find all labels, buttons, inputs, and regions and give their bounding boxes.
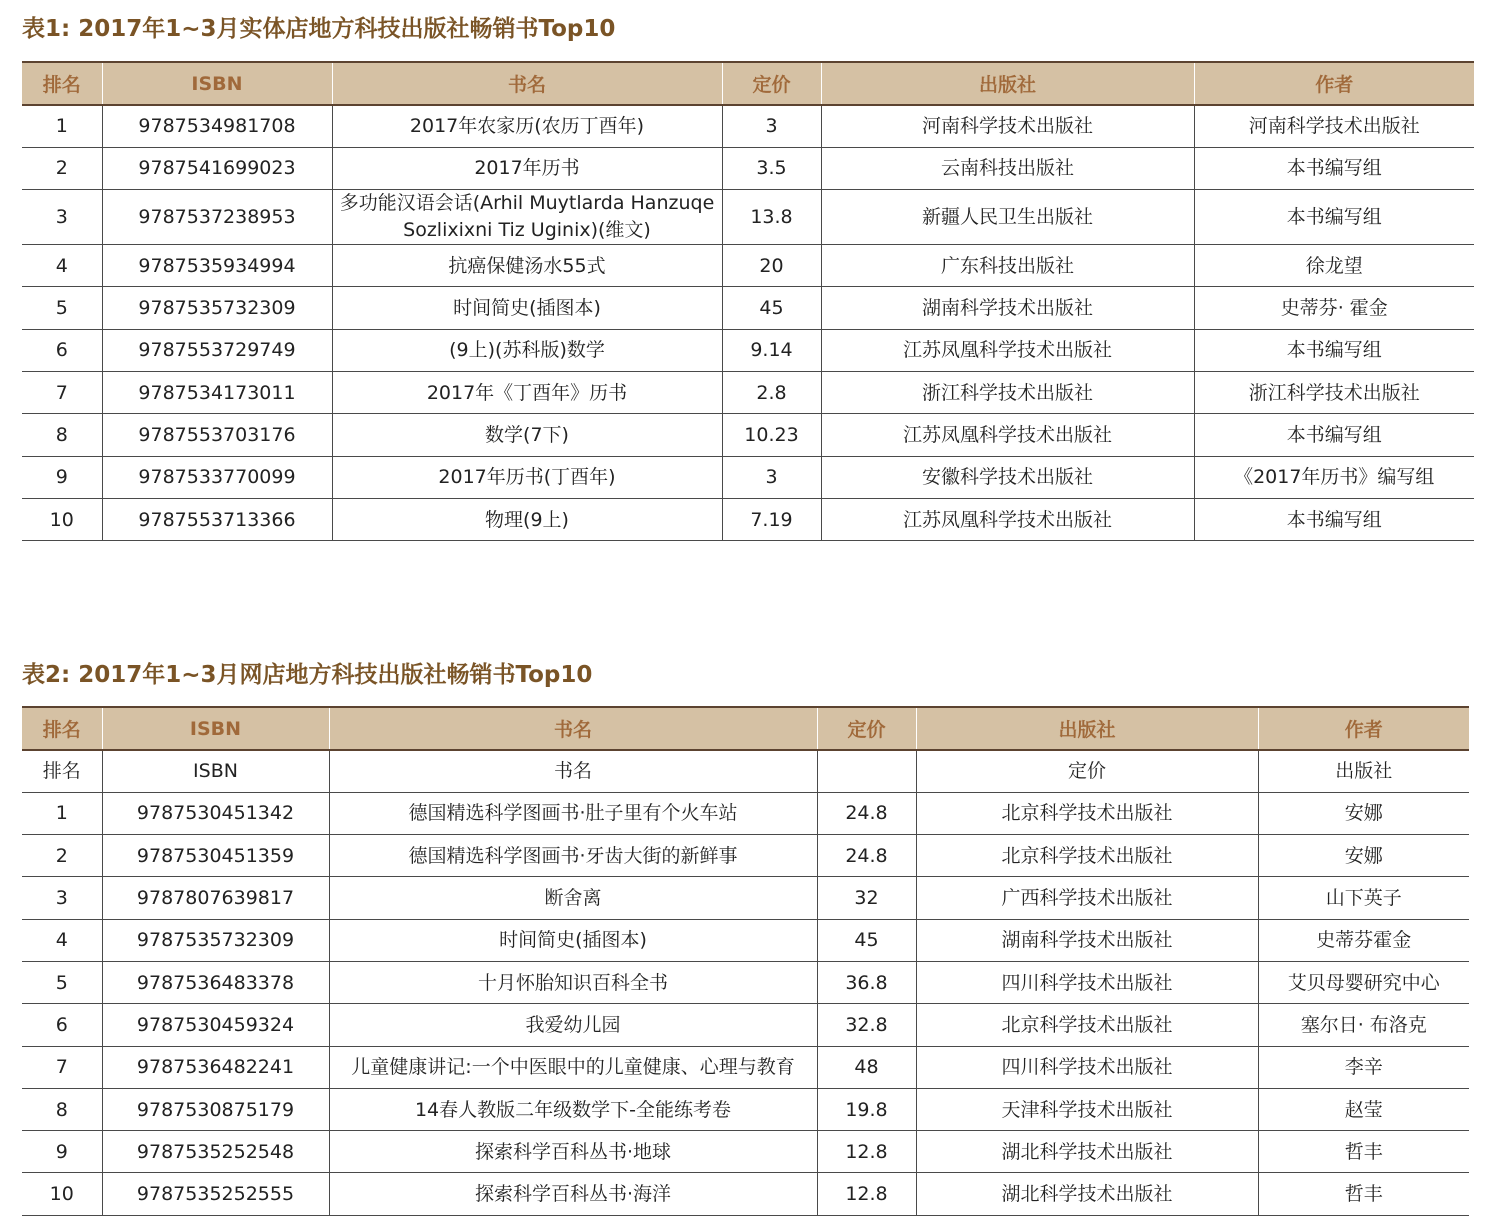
author-cell: 哲丰 — [1258, 1173, 1469, 1215]
table-row — [22, 835, 1469, 877]
rank-cell: 3 — [22, 190, 102, 245]
table-row — [22, 961, 1469, 1003]
rank-cell: 5 — [22, 961, 102, 1003]
table-row — [22, 1131, 1469, 1173]
price-cell: 9.14 — [722, 329, 821, 371]
book-title-cell: 抗癌保健汤水55式 — [332, 245, 722, 287]
table1-header-isbn: ISBN — [102, 62, 332, 105]
isbn-cell: 9787535252555 — [102, 1173, 329, 1215]
isbn-cell: 9787536482241 — [102, 1046, 329, 1088]
price-cell: 12.8 — [817, 1173, 916, 1215]
price-cell: 32 — [817, 877, 916, 919]
table-row — [22, 1004, 1469, 1046]
publisher-cell: 北京科学技术出版社 — [916, 1004, 1258, 1046]
author-cell: 史蒂芬· 霍金 — [1194, 287, 1474, 329]
isbn-cell: 9787535732309 — [102, 287, 332, 329]
book-title-cell: 2017年历书 — [332, 147, 722, 189]
table1-header-author: 作者 — [1194, 62, 1474, 105]
isbn-cell: 9787553713366 — [102, 498, 332, 540]
rank-cell: 7 — [22, 1046, 102, 1088]
rank-cell: 7 — [22, 371, 102, 413]
rank-cell: 5 — [22, 287, 102, 329]
rank-cell: 10 — [22, 498, 102, 540]
rank-cell: 6 — [22, 329, 102, 371]
author-cell: 本书编写组 — [1194, 329, 1474, 371]
book-title-cell: (9上)(苏科版)数学 — [332, 329, 722, 371]
author-cell: 李辛 — [1258, 1046, 1469, 1088]
price-cell — [817, 750, 916, 792]
rank-cell: 9 — [22, 1131, 102, 1173]
table-row — [22, 329, 1474, 371]
table1 — [22, 61, 1474, 541]
isbn-cell: 9787536483378 — [102, 961, 329, 1003]
price-cell: 3 — [722, 105, 821, 147]
rank-cell: 1 — [22, 792, 102, 834]
table-row — [22, 1088, 1469, 1130]
isbn-cell: 9787530451342 — [102, 792, 329, 834]
book-title-cell: 多功能汉语会话(Arhil Muytlarda Hanzuqe Sozlixixni Tiz Uginix)(维文) — [332, 190, 722, 245]
publisher-cell: 天津科学技术出版社 — [916, 1088, 1258, 1130]
price-cell: 3 — [722, 456, 821, 498]
book-title-cell: 德国精选科学图画书·牙齿大街的新鲜事 — [329, 835, 817, 877]
publisher-cell: 广东科技出版社 — [821, 245, 1194, 287]
price-cell: 20 — [722, 245, 821, 287]
isbn-cell: 9787534981708 — [102, 105, 332, 147]
publisher-cell: 广西科学技术出版社 — [916, 877, 1258, 919]
table1-header-row — [22, 62, 1474, 105]
table2-header-title: 书名 — [329, 707, 817, 750]
author-cell: 本书编写组 — [1194, 147, 1474, 189]
table-row — [22, 877, 1469, 919]
publisher-cell: 新疆人民卫生出版社 — [821, 190, 1194, 245]
author-cell: 赵莹 — [1258, 1088, 1469, 1130]
publisher-cell: 湖北科学技术出版社 — [916, 1131, 1258, 1173]
isbn-cell: 9787535934994 — [102, 245, 332, 287]
author-cell: 本书编写组 — [1194, 498, 1474, 540]
table-row — [22, 287, 1474, 329]
author-cell: 艾贝母婴研究中心 — [1258, 961, 1469, 1003]
author-cell: 河南科学技术出版社 — [1194, 105, 1474, 147]
publisher-cell: 湖北科学技术出版社 — [916, 1173, 1258, 1215]
price-cell: 45 — [817, 919, 916, 961]
price-cell: 32.8 — [817, 1004, 916, 1046]
price-cell: 13.8 — [722, 190, 821, 245]
isbn-cell: 9787535252548 — [102, 1131, 329, 1173]
price-cell: 45 — [722, 287, 821, 329]
book-title-cell: 2017年农家历(农历丁酉年) — [332, 105, 722, 147]
book-title-cell: 探索科学百科丛书·地球 — [329, 1131, 817, 1173]
price-cell: 24.8 — [817, 835, 916, 877]
author-cell: 安娜 — [1258, 792, 1469, 834]
book-title-cell: 物理(9上) — [332, 498, 722, 540]
isbn-cell: 9787541699023 — [102, 147, 332, 189]
isbn-cell: 9787530451359 — [102, 835, 329, 877]
rank-cell: 4 — [22, 245, 102, 287]
author-cell: 山下英子 — [1258, 877, 1469, 919]
table-row — [22, 456, 1474, 498]
table-row — [22, 1046, 1469, 1088]
table2-header-price: 定价 — [817, 707, 916, 750]
publisher-cell: 北京科学技术出版社 — [916, 792, 1258, 834]
isbn-cell: 9787534173011 — [102, 371, 332, 413]
book-title-cell: 2017年《丁酉年》历书 — [332, 371, 722, 413]
book-title-cell: 书名 — [329, 750, 817, 792]
rank-cell: 8 — [22, 1088, 102, 1130]
price-cell: 10.23 — [722, 414, 821, 456]
publisher-cell: 江苏凤凰科学技术出版社 — [821, 414, 1194, 456]
isbn-cell: 9787553729749 — [102, 329, 332, 371]
rank-cell: 1 — [22, 105, 102, 147]
author-cell: 本书编写组 — [1194, 414, 1474, 456]
book-title-cell: 时间简史(插图本) — [329, 919, 817, 961]
table2-header-isbn: ISBN — [102, 707, 329, 750]
publisher-cell: 北京科学技术出版社 — [916, 835, 1258, 877]
publisher-cell: 湖南科学技术出版社 — [916, 919, 1258, 961]
book-title-cell: 14春人教版二年级数学下-全能练考卷 — [329, 1088, 817, 1130]
price-cell: 24.8 — [817, 792, 916, 834]
rank-cell: 10 — [22, 1173, 102, 1215]
table-row — [22, 750, 1469, 792]
table2-header-row — [22, 707, 1469, 750]
price-cell: 12.8 — [817, 1131, 916, 1173]
isbn-cell: 9787535732309 — [102, 919, 329, 961]
publisher-cell: 江苏凤凰科学技术出版社 — [821, 498, 1194, 540]
table-row — [22, 414, 1474, 456]
table1-header-price: 定价 — [722, 62, 821, 105]
publisher-cell: 四川科学技术出版社 — [916, 1046, 1258, 1088]
table2-header-publisher: 出版社 — [916, 707, 1258, 750]
table-row — [22, 105, 1474, 147]
price-cell: 48 — [817, 1046, 916, 1088]
book-title-cell: 数学(7下) — [332, 414, 722, 456]
publisher-cell: 四川科学技术出版社 — [916, 961, 1258, 1003]
isbn-cell: 9787530875179 — [102, 1088, 329, 1130]
table-row — [22, 1173, 1469, 1215]
author-cell: 安娜 — [1258, 835, 1469, 877]
table1-header-title: 书名 — [332, 62, 722, 105]
author-cell: 《2017年历书》编写组 — [1194, 456, 1474, 498]
rank-cell: 9 — [22, 456, 102, 498]
publisher-cell: 河南科学技术出版社 — [821, 105, 1194, 147]
price-cell: 36.8 — [817, 961, 916, 1003]
book-title-cell: 儿童健康讲记:一个中医眼中的儿童健康、心理与教育 — [329, 1046, 817, 1088]
table2-header-rank: 排名 — [22, 707, 102, 750]
price-cell: 19.8 — [817, 1088, 916, 1130]
table2 — [22, 706, 1469, 1216]
table-row — [22, 919, 1469, 961]
rank-cell: 4 — [22, 919, 102, 961]
table2-title: 表2: 2017年1~3月网店地方科技出版社畅销书Top10 — [22, 662, 593, 688]
rank-cell: 2 — [22, 835, 102, 877]
publisher-cell: 浙江科学技术出版社 — [821, 371, 1194, 413]
book-title-cell: 时间简史(插图本) — [332, 287, 722, 329]
rank-cell: 2 — [22, 147, 102, 189]
publisher-cell: 江苏凤凰科学技术出版社 — [821, 329, 1194, 371]
book-title-cell: 德国精选科学图画书·肚子里有个火车站 — [329, 792, 817, 834]
book-title-cell: 探索科学百科丛书·海洋 — [329, 1173, 817, 1215]
isbn-cell: 9787807639817 — [102, 877, 329, 919]
isbn-cell: 9787537238953 — [102, 190, 332, 245]
isbn-cell: 9787530459324 — [102, 1004, 329, 1046]
table-row — [22, 371, 1474, 413]
price-cell: 2.8 — [722, 371, 821, 413]
table-row — [22, 147, 1474, 189]
publisher-cell: 湖南科学技术出版社 — [821, 287, 1194, 329]
rank-cell: 排名 — [22, 750, 102, 792]
isbn-cell: 9787533770099 — [102, 456, 332, 498]
book-title-cell: 2017年历书(丁酉年) — [332, 456, 722, 498]
table1-title: 表1: 2017年1~3月实体店地方科技出版社畅销书Top10 — [22, 16, 616, 42]
author-cell: 徐龙望 — [1194, 245, 1474, 287]
table1-header-rank: 排名 — [22, 62, 102, 105]
rank-cell: 8 — [22, 414, 102, 456]
author-cell: 出版社 — [1258, 750, 1469, 792]
book-title-cell: 十月怀胎知识百科全书 — [329, 961, 817, 1003]
price-cell: 7.19 — [722, 498, 821, 540]
author-cell: 史蒂芬霍金 — [1258, 919, 1469, 961]
book-title-cell: 我爱幼儿园 — [329, 1004, 817, 1046]
table1-header-publisher: 出版社 — [821, 62, 1194, 105]
table-row — [22, 245, 1474, 287]
isbn-cell: ISBN — [102, 750, 329, 792]
table-row — [22, 498, 1474, 540]
rank-cell: 6 — [22, 1004, 102, 1046]
table-row — [22, 190, 1474, 245]
rank-cell: 3 — [22, 877, 102, 919]
isbn-cell: 9787553703176 — [102, 414, 332, 456]
publisher-cell: 安徽科学技术出版社 — [821, 456, 1194, 498]
price-cell: 3.5 — [722, 147, 821, 189]
publisher-cell: 定价 — [916, 750, 1258, 792]
table2-header-author: 作者 — [1258, 707, 1469, 750]
author-cell: 塞尔日· 布洛克 — [1258, 1004, 1469, 1046]
author-cell: 本书编写组 — [1194, 190, 1474, 245]
author-cell: 浙江科学技术出版社 — [1194, 371, 1474, 413]
publisher-cell: 云南科技出版社 — [821, 147, 1194, 189]
table-row — [22, 792, 1469, 834]
book-title-cell: 断舍离 — [329, 877, 817, 919]
author-cell: 哲丰 — [1258, 1131, 1469, 1173]
